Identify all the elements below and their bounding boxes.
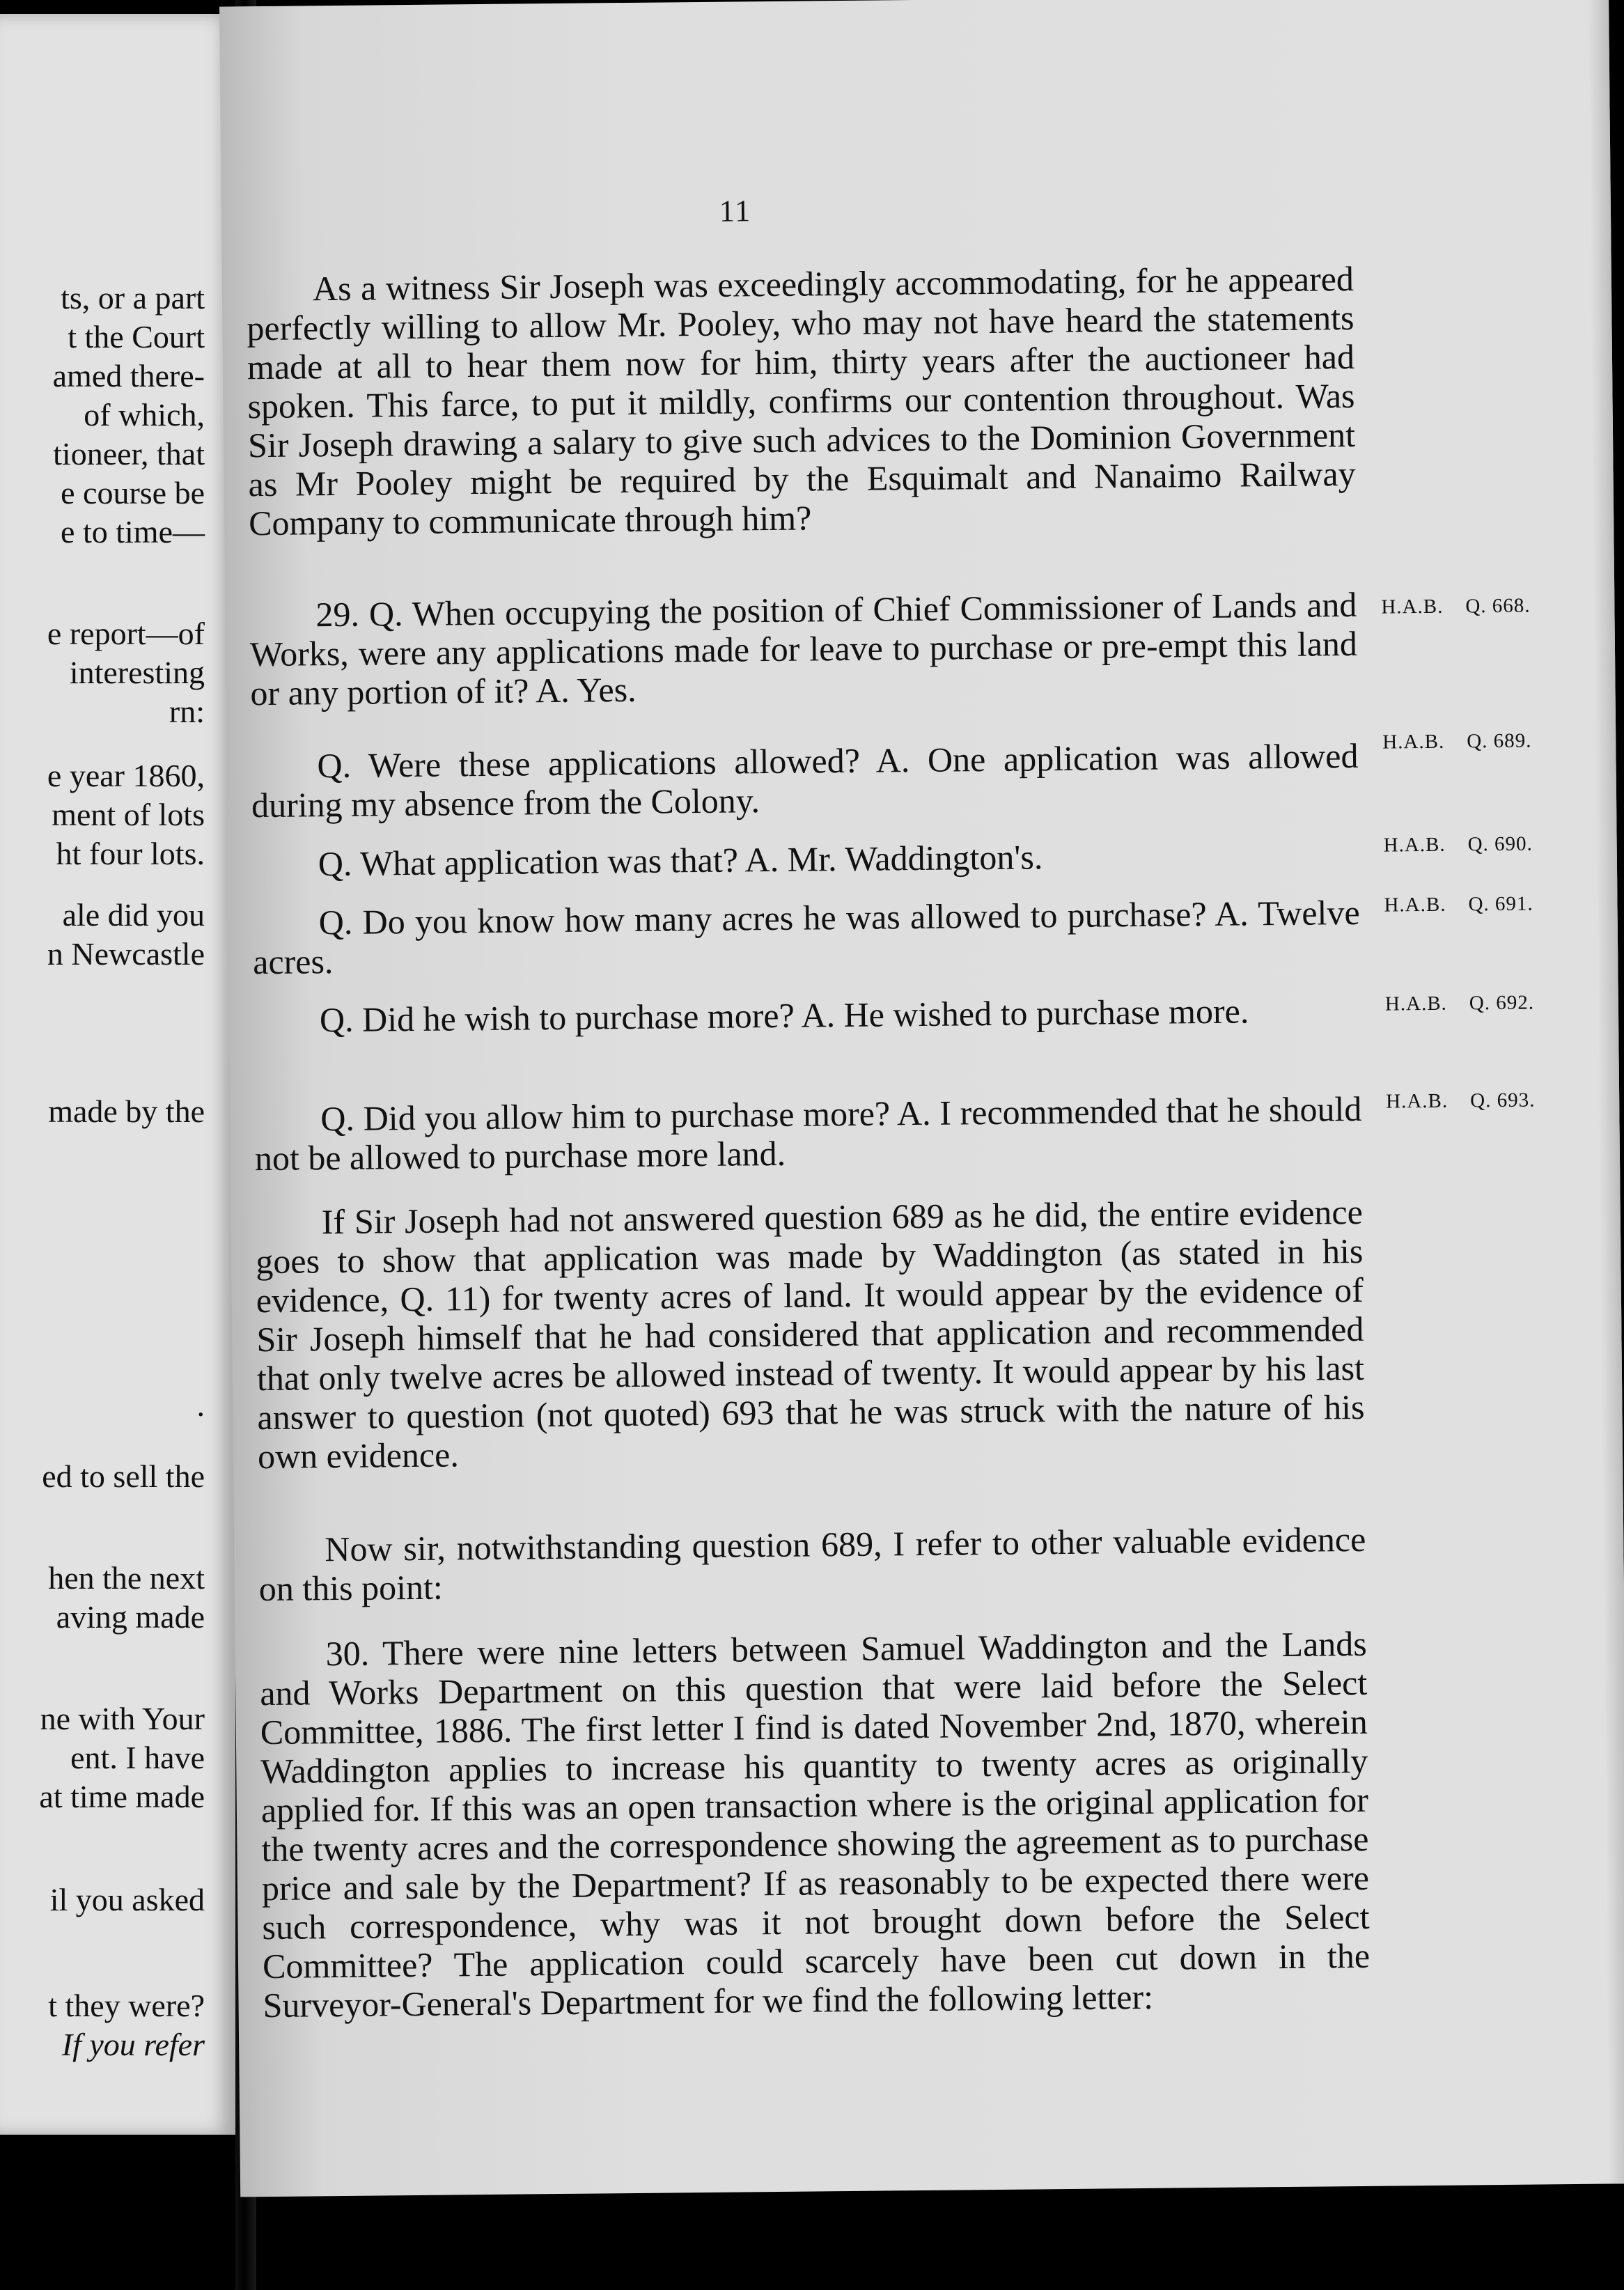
main-page xyxy=(219,0,1624,2197)
left-line: t they were? xyxy=(48,1988,205,2023)
left-line: t the Court xyxy=(68,319,205,355)
ref-source: H.A.B. xyxy=(1384,893,1446,917)
margin-ref xyxy=(1384,833,1533,857)
left-line: e to time— xyxy=(61,514,205,550)
ref-source: H.A.B. xyxy=(1382,730,1445,754)
ref-question: Q. 692. xyxy=(1469,991,1535,1015)
left-line: tioneer, that xyxy=(53,436,205,472)
left-line: ne with Your xyxy=(40,1701,205,1736)
ref-source: H.A.B. xyxy=(1386,1089,1449,1113)
paragraph-q691: Q. Do you know how many acres he was allowed to purchase? A. Twelve acres. xyxy=(252,892,1360,982)
paragraph-q29: 29. Q. When occupying the position of Chief Commissioner of Lands and Works, were any applications made for leave to purchase or pre-empt this land or any portion of it? A. Yes. xyxy=(249,584,1358,713)
left-line: ht four lots. xyxy=(56,836,205,871)
left-line: e course be xyxy=(61,475,205,511)
margin-ref xyxy=(1385,992,1534,1016)
left-line: il you asked xyxy=(49,1882,205,1917)
paragraph-q692: Q. Did he wish to purchase more? A. He wished to purchase more. xyxy=(319,991,1249,1040)
paragraph-intro: As a witness Sir Joseph was exceedingly accommodating, for he appeared perfectly willing to allow Mr. Pooley, who may not have heard the statements made at all to hear them now for him, thirty years after the auctioneer had spoken. This farce, to put it mildly, confirms our contention throughout. Was Sir Joseph drawing a salary to give such advices to the Dominion Government as Mr Pooley might be required by the Esquimalt and Nanaimo Railway Company to communicate through him? xyxy=(247,258,1356,543)
left-line: made by the xyxy=(48,1093,205,1129)
left-line: ale did you xyxy=(62,897,205,933)
left-line: e report—of xyxy=(47,616,205,651)
left-line: amed there- xyxy=(52,358,205,394)
paragraph-q690: Q. What application was that? A. Mr. Waddington's. xyxy=(318,837,1043,884)
ref-source: H.A.B. xyxy=(1383,833,1446,857)
ref-question: Q. 668. xyxy=(1465,594,1531,618)
ref-question: Q. 691. xyxy=(1468,892,1533,916)
margin-ref xyxy=(1384,893,1533,917)
ref-question: Q. 690. xyxy=(1467,832,1533,856)
ref-source: H.A.B. xyxy=(1384,992,1448,1015)
left-line: . xyxy=(196,1387,205,1423)
left-line: rn: xyxy=(169,694,205,729)
left-line: at time made xyxy=(39,1779,205,1814)
ref-question: Q. 693. xyxy=(1470,1089,1536,1112)
left-line: interesting xyxy=(69,655,205,690)
page-number: 11 xyxy=(719,194,752,228)
margin-ref xyxy=(1381,595,1530,619)
ref-source: H.A.B. xyxy=(1381,595,1444,618)
left-line: hen the next xyxy=(48,1560,205,1596)
left-line: n Newcastle xyxy=(47,936,205,972)
left-line: e year 1860, xyxy=(47,758,205,793)
left-line: ts, or a part xyxy=(61,280,205,316)
previous-page-fragment xyxy=(0,14,235,2135)
margin-ref xyxy=(1382,730,1531,754)
paragraph-q689: Q. Were these applications allowed? A. One application was allowed during my absence from the Colony. xyxy=(251,735,1359,825)
paragraph-commentary: If Sir Joseph had not answered question 689 as he did, the entire evidence goes to show that application was made by Waddington (as stated in his evidence, Q. 11) for twenty acres of land. It would appear by the evidence of Sir Joseph himself that he had considered that application and recommended that only twelve acres be allowed instead of twenty. It would appear by his last answer to question (not quoted) 693 that he was struck with the nature of his own evidence. xyxy=(256,1192,1365,1477)
left-line: ment of lots xyxy=(52,797,205,832)
paragraph-q693: Q. Did you allow him to purchase more? A. I recommended that he should not be allowed to purchase more land. xyxy=(254,1089,1362,1178)
left-line: aving made xyxy=(56,1599,205,1635)
paragraph-notwithstanding: Now sir, notwithstanding question 689, I refer to other valuable evidence on this point: xyxy=(258,1519,1366,1609)
margin-ref xyxy=(1386,1089,1535,1114)
ref-question: Q. 689. xyxy=(1467,729,1532,753)
left-line: If you refer xyxy=(61,2027,205,2062)
paragraph-30: 30. There were nine letters between Samuel Waddington and the Lands and Works Department on this question that were laid before the Select Committee, 1886. The first letter I find is dated November 2nd, 1870, wherein Waddington applies to increase his quantity to twenty acres as originally applied for. If this was an open transaction where is the original application for the twenty acres and the correspondence showing the agreement as to purchase price and sale by the Department? If as reasonably to be expected there were such correspondence, why was it not brought down before the Select Committee? The application could scarcely have been cut down in the Surveyor-General's Department for we find the following letter: xyxy=(260,1623,1371,2025)
left-line: ed to sell the xyxy=(42,1458,205,1494)
left-line: of which, xyxy=(84,397,205,433)
left-line: ent. I have xyxy=(70,1740,205,1775)
